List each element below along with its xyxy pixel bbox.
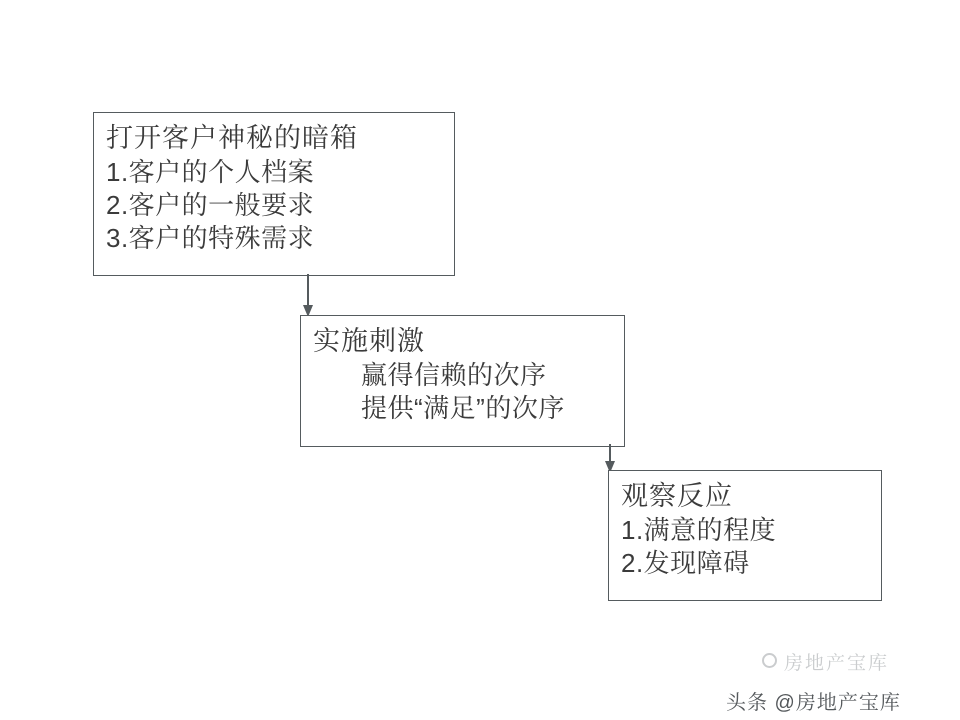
flow-box-line: 2.客户的一般要求 xyxy=(106,189,315,220)
flow-box-line: 1.满意的程度 xyxy=(621,514,777,545)
down-arrow-icon xyxy=(300,274,316,318)
watermark-bottom-text: 头条 @房地产宝库 xyxy=(726,692,901,714)
flow-box-line: 赢得信赖的次序 xyxy=(361,359,547,390)
flow-box-implement-stimulus xyxy=(300,315,625,447)
flow-box-title: 实施刺激 xyxy=(313,326,425,356)
flow-box-line: 2.发现障碍 xyxy=(621,547,750,578)
watermark-logo xyxy=(762,648,890,676)
flow-box-line: 提供“满足”的次序 xyxy=(361,392,565,423)
circle-logo-icon xyxy=(762,653,777,668)
flow-box-open-black-box xyxy=(93,112,455,276)
flow-box-line: 3.客户的特殊需求 xyxy=(106,223,315,254)
watermark-logo-text: 房地产宝库 xyxy=(784,653,890,674)
flow-box-title: 打开客户神秘的暗箱 xyxy=(106,123,358,153)
flow-box-observe-response xyxy=(608,470,882,601)
flow-box-line: 1.客户的个人档案 xyxy=(106,156,315,187)
flow-box-title: 观察反应 xyxy=(621,481,733,511)
